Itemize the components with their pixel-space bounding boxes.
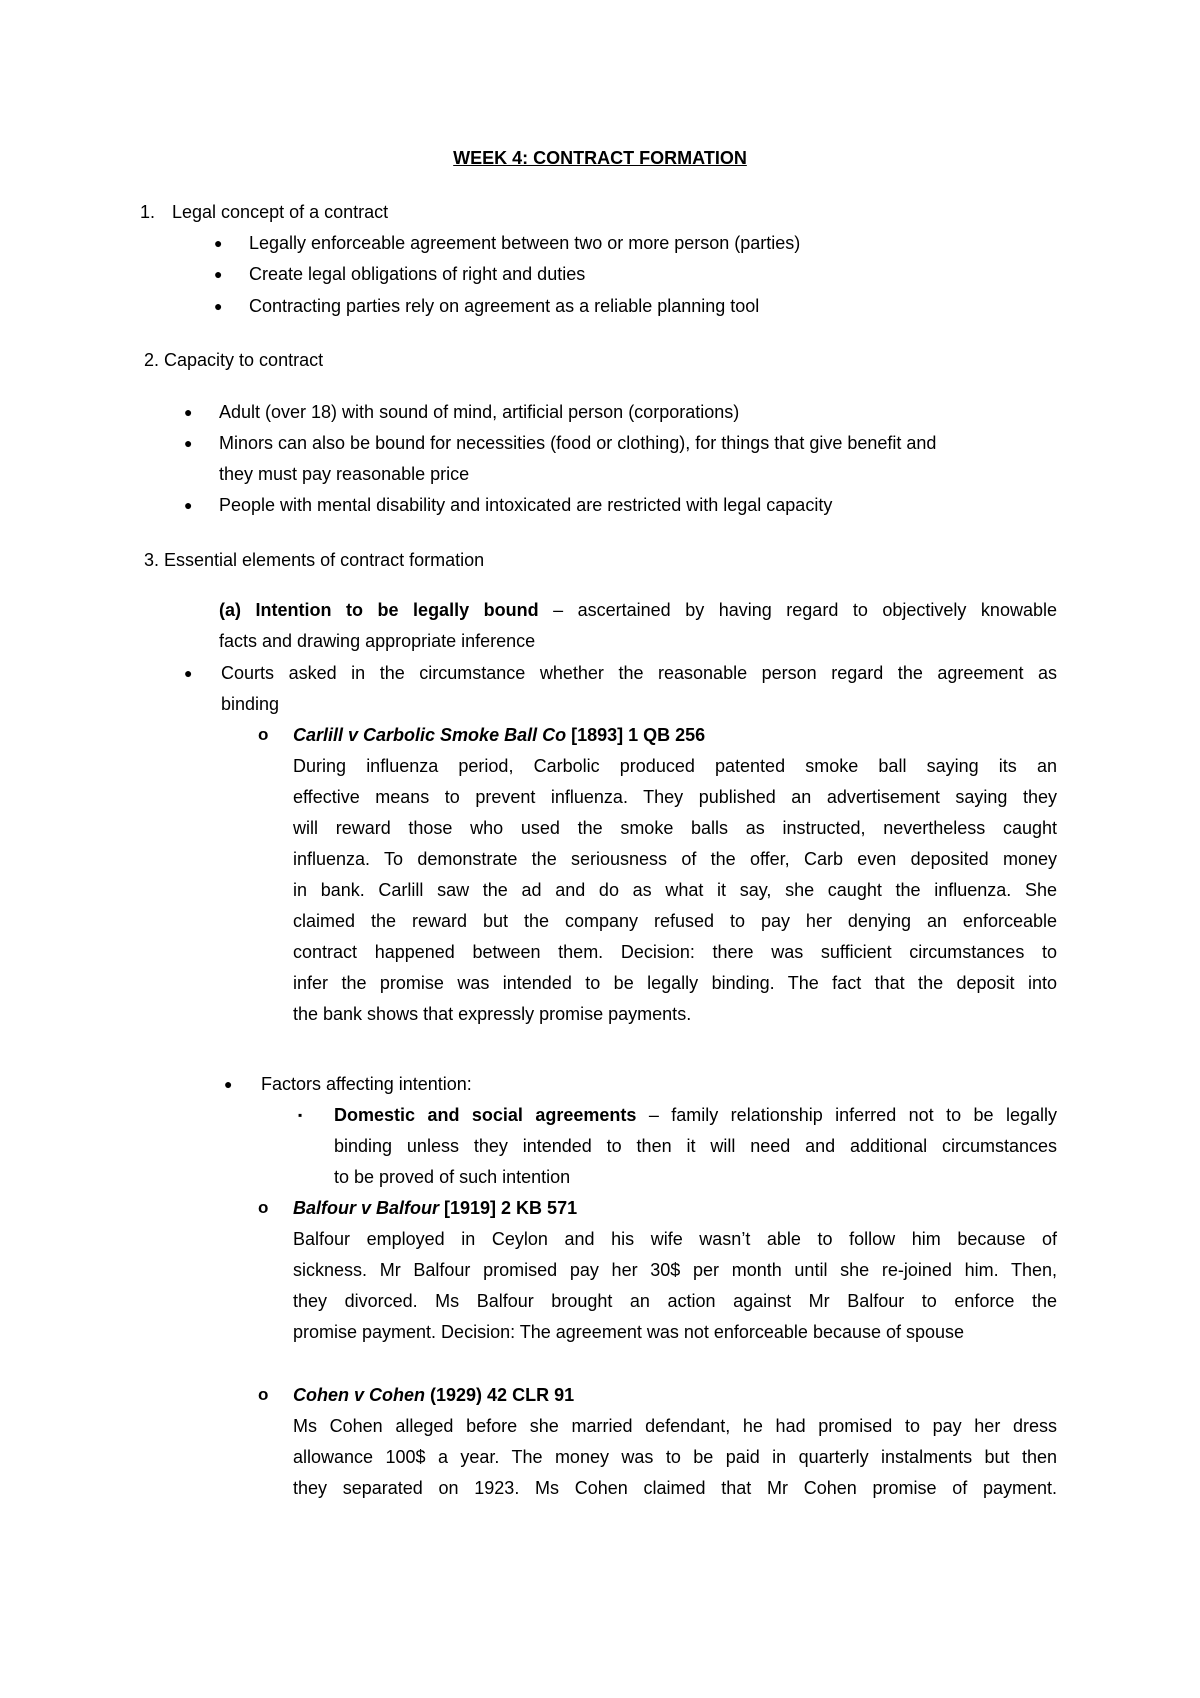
- bullet-icon: ●: [184, 404, 193, 420]
- intention-label: (a) Intention to be legally bound: [219, 600, 539, 620]
- bullet-icon: ●: [184, 497, 193, 513]
- domestic-label: Domestic and social agreements: [334, 1105, 637, 1125]
- factors-heading: Factors affecting intention:: [261, 1074, 472, 1094]
- s1-bullet-1: Legally enforceable agreement between two or more person (parties): [249, 233, 801, 253]
- balfour-case-citation: [1919] 2 KB 571: [439, 1198, 578, 1218]
- balfour-text-line: sickness. Mr Balfour promised pay her 30$ per month until she re-joined him. Then,: [293, 1260, 1057, 1280]
- balfour-case-name: Balfour v Balfour: [293, 1198, 440, 1218]
- square-bullet-icon: ▪: [298, 1108, 303, 1122]
- domestic-text: – family relationship inferred not to be legally: [636, 1105, 1057, 1125]
- carlill-text-line: the bank shows that expressly promise payments.: [293, 1004, 692, 1024]
- s1-bullet-2: Create legal obligations of right and duties: [249, 264, 586, 284]
- domestic-line1: [334, 1103, 1057, 1127]
- circle-bullet-icon: o: [258, 725, 269, 744]
- carlill-text-line: effective means to prevent influenza. They published an advertisement saying they: [293, 787, 1057, 807]
- s2-bullet-1: Adult (over 18) with sound of mind, artificial person (corporations): [219, 402, 740, 422]
- bullet-icon: ●: [184, 435, 193, 451]
- bullet-icon: ●: [214, 235, 223, 251]
- s1-bullet-3: Contracting parties rely on agreement as a reliable planning tool: [249, 296, 760, 316]
- section-2-heading: 2. Capacity to contract: [144, 350, 324, 370]
- s2-bullet-2: Minors can also be bound for necessities (food or clothing), for things that give benefit and: [219, 433, 937, 453]
- cohen-case-title: [293, 1383, 574, 1407]
- carlill-case-title: [293, 723, 705, 747]
- carlill-text-line: claimed the reward but the company refused to pay her denying an enforceable: [293, 911, 1057, 931]
- balfour-text-line: they divorced. Ms Balfour brought an action against Mr Balfour to enforce the: [293, 1291, 1057, 1311]
- intention-text: – ascertained by having regard to objectively knowable: [538, 600, 1057, 620]
- cohen-text-line: Ms Cohen alleged before she married defendant, he had promised to pay her dress: [293, 1416, 1057, 1436]
- cohen-case-citation: (1929) 42 CLR 91: [425, 1385, 575, 1405]
- intention-paragraph-line1: [219, 598, 1057, 622]
- carlill-text-line: During influenza period, Carbolic produced patented smoke ball saying its an: [293, 756, 1057, 776]
- circle-bullet-icon: o: [258, 1385, 269, 1404]
- circle-bullet-icon: o: [258, 1198, 269, 1217]
- intention-paragraph-line2: facts and drawing appropriate inference: [219, 631, 536, 651]
- domestic-line: to be proved of such intention: [334, 1167, 571, 1187]
- carlill-text-line: will reward those who used the smoke balls as instructed, nevertheless caught: [293, 818, 1057, 838]
- page-title: WEEK 4: CONTRACT FORMATION: [453, 148, 747, 168]
- carlill-case-citation: [1893] 1 QB 256: [566, 725, 706, 745]
- cohen-text-line: they separated on 1923. Ms Cohen claimed that Mr Cohen promise of payment.: [293, 1478, 1057, 1498]
- carlill-text-line: contract happened between them. Decision: there was sufficient circumstances to: [293, 942, 1057, 962]
- cohen-text-line: allowance 100$ a year. The money was to be paid in quarterly instalments but then: [293, 1447, 1057, 1467]
- bullet-icon: ●: [214, 298, 223, 314]
- balfour-text-line: Balfour employed in Ceylon and his wife wasn’t able to follow him because of: [293, 1229, 1057, 1249]
- carlill-text-line: infer the promise was intended to be legally binding. The fact that the deposit into: [293, 973, 1057, 993]
- carlill-text-line: influenza. To demonstrate the seriousness of the offer, Carb even deposited money: [293, 849, 1057, 869]
- carlill-text-line: in bank. Carlill saw the ad and do as what it say, she caught the influenza. She: [293, 880, 1057, 900]
- domestic-line: binding unless they intended to then it will need and additional circumstances: [334, 1136, 1057, 1156]
- section-1-heading: Legal concept of a contract: [172, 202, 389, 222]
- section-3-heading: 3. Essential elements of contract formation: [144, 550, 485, 570]
- courts-line2: binding: [221, 694, 280, 714]
- bullet-icon: ●: [214, 266, 223, 282]
- bullet-icon: ●: [224, 1076, 233, 1092]
- section-1-number: 1.: [140, 202, 156, 222]
- cohen-case-name: Cohen v Cohen: [293, 1385, 426, 1405]
- s2-bullet-3: People with mental disability and intoxicated are restricted with legal capacity: [219, 495, 833, 515]
- courts-line1: Courts asked in the circumstance whether the reasonable person regard the agreement as: [221, 663, 1057, 683]
- balfour-text-line: promise payment. Decision: The agreement was not enforceable because of spouse: [293, 1322, 965, 1342]
- bullet-icon: ●: [184, 665, 193, 681]
- carlill-case-name: Carlill v Carbolic Smoke Ball Co: [293, 725, 567, 745]
- s2-bullet-2-cont: they must pay reasonable price: [219, 464, 470, 484]
- balfour-case-title: [293, 1196, 577, 1220]
